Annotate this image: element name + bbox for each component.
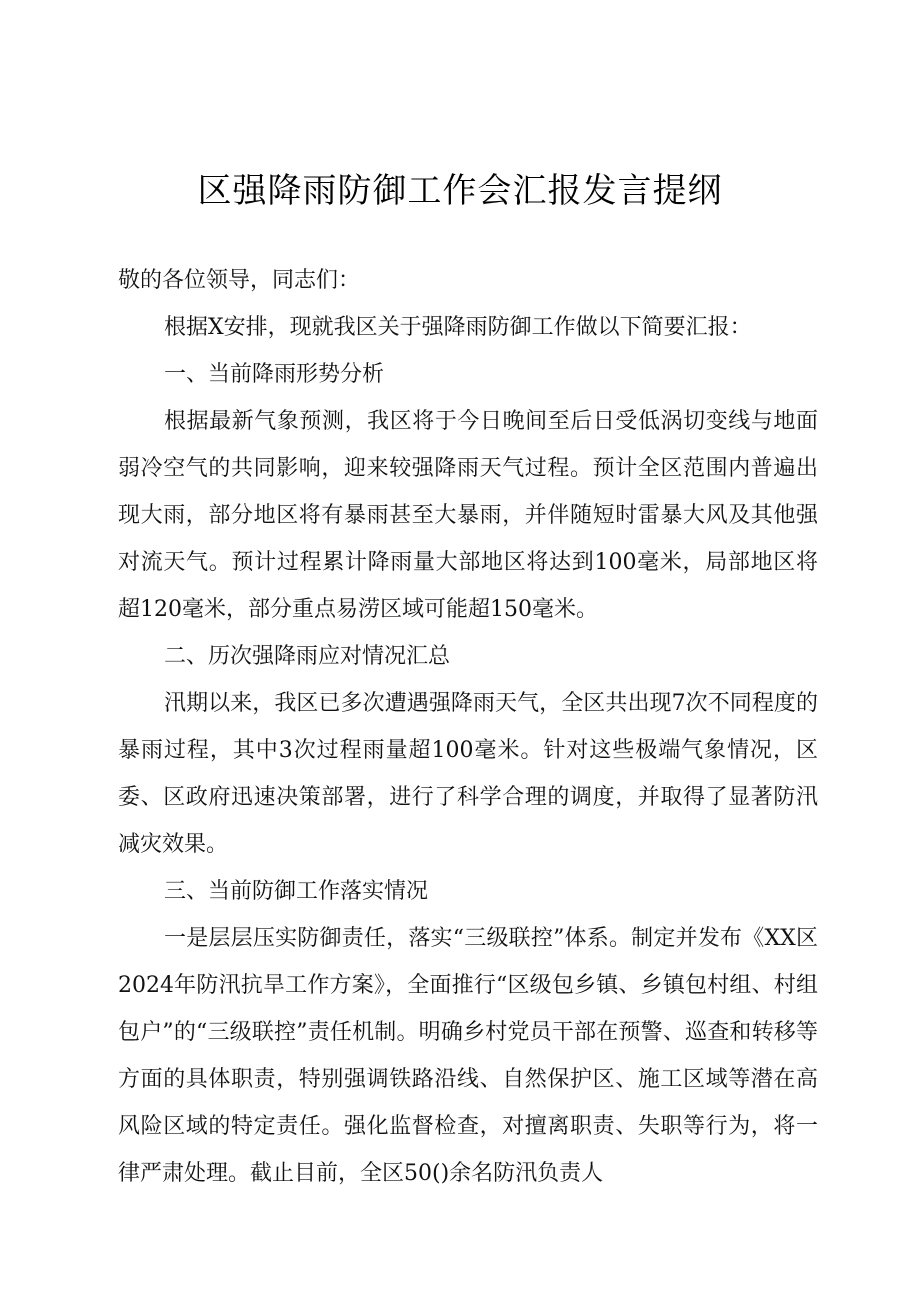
section-paragraph-2: 汛期以来，我区已多次遭遇强降雨天气，全区共出现7次不同程度的暴雨过程，其中3次过程雨量超100毫米。针对这些极端气象情况，区委、区政府迅速决策部署，进行了科学合理的调度，并取得了显著防汛减灾效果。 — [118, 691, 818, 857]
document-title: 区强降雨防御工作会汇报发言提纲 — [197, 171, 723, 211]
section-paragraph-3: 一是层层压实防御责任，落实“三级联控”体系。制定并发布《XX区2024年防汛抗旱工作方案》，全面推行“区级包乡镇、乡镇包村组、村组包户”的“三级联控”责任机制。明确乡村党员干部在预警、巡查和转移等方面的具体职责，特别强调铁路沿线、自然保护区、施工区域等潜在高风险区域的特定责任。强化监督检查，对擅离职责、失职等行为，将一律严肃处理。截止目前，全区50()余名防汛负责人 — [118, 926, 818, 1186]
document-body — [118, 257, 818, 1197]
intro-paragraph: 根据X安排，现就我区关于强降雨防御工作做以下简要汇报： — [164, 315, 752, 340]
salutation: 敬的各位领导，同志们： — [118, 268, 361, 293]
section-heading-3: 三、当前防御工作落实情况 — [164, 879, 429, 904]
section-heading-1: 一、当前降雨形势分析 — [164, 362, 385, 387]
section-heading-2: 二、历次强降雨应对情况汇总 — [164, 644, 451, 669]
section-paragraph-1: 根据最新气象预测，我区将于今日晚间至后日受低涡切变线与地面弱冷空气的共同影响，迎来较强降雨天气过程。预计全区范围内普遍出现大雨，部分地区将有暴雨甚至大暴雨，并伴随短时雷暴大风及其他强对流天气。预计过程累计降雨量大部地区将达到100毫米，局部地区将超120毫米，部分重点易涝区域可能超150毫米。 — [118, 409, 818, 622]
